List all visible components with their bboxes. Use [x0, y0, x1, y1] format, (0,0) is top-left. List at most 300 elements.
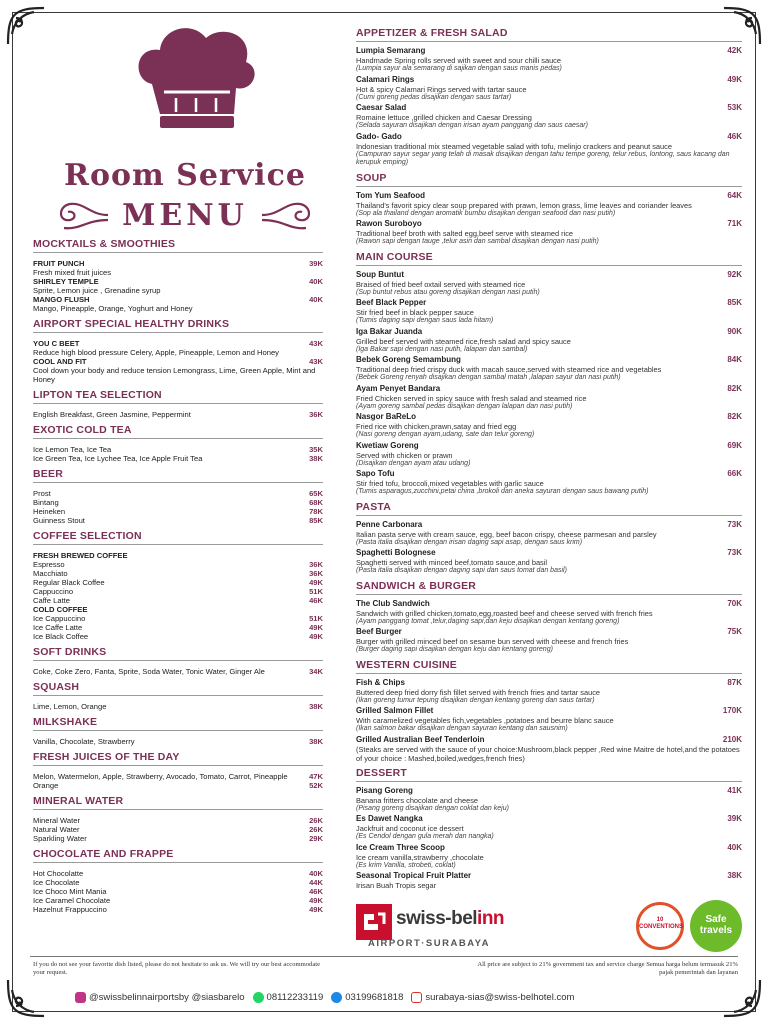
- menu-item[interactable]: [356, 441, 742, 469]
- item-price: 40K: [309, 277, 323, 286]
- item-header: [356, 46, 742, 56]
- menu-item[interactable]: [33, 366, 323, 384]
- item-name: Spaghetti Bolognese: [356, 548, 436, 557]
- item-header: [356, 355, 742, 365]
- item-price: 87K: [727, 677, 742, 687]
- item-name: Natural Water: [33, 825, 80, 834]
- menu-item[interactable]: [356, 191, 742, 219]
- item-price: 26K: [309, 825, 323, 834]
- item-description: (Steaks are served with the sauce of your choice:Mushroom,black pepper ,Red wine Maitre de hotel,and the potatoes of your choice : Mashed,boiled,wedges,french fries): [356, 744, 740, 763]
- phone-icon: [331, 992, 342, 1003]
- item-translation: (Bebek Goreng renyah disajikan dengan sambal matah ,lalapan sayur dan nasi putih): [356, 374, 621, 381]
- item-header: [356, 599, 742, 609]
- section-title: CHOCOLATE AND FRAPPE: [33, 848, 323, 863]
- menu-item[interactable]: [33, 259, 323, 268]
- item-header: [356, 219, 742, 229]
- item-header: [356, 270, 742, 280]
- section-title: SOFT DRINKS: [33, 646, 323, 661]
- item-header: [356, 520, 742, 530]
- item-name: Fish & Chips: [356, 677, 405, 687]
- item-price: 38K: [309, 702, 323, 711]
- item-price: 90K: [727, 326, 742, 336]
- item-translation: (Pasta italia disajikan dengan daging sapi dan saus tomat dan basil): [356, 567, 567, 574]
- phone-contact[interactable]: 0319968181​8: [331, 992, 403, 1003]
- item-name: Orange: [33, 781, 59, 790]
- item-price: 40K: [309, 869, 323, 878]
- item-name: Cool down your body and reduce tension Lemongrass, Lime, Green Apple, Mint and Honey: [33, 366, 316, 384]
- item-price: 66K: [727, 469, 742, 478]
- item-name: Reduce high blood pressure Celery, Apple, Pineapple, Lemon and Honey: [33, 348, 279, 357]
- menu-item[interactable]: [33, 277, 323, 286]
- menu-item[interactable]: [356, 219, 742, 247]
- item-name: Tom Yum Seafood: [356, 190, 426, 200]
- menu-section: [33, 530, 323, 641]
- menu-item[interactable]: [33, 905, 323, 914]
- item-header: [356, 814, 742, 824]
- item-description: Fried Chicken served in spicy sauce with fresh salad and steamed rice: [356, 393, 587, 403]
- item-price: 68K: [309, 498, 323, 507]
- section-title: SQUASH: [33, 681, 323, 696]
- item-name: Ice Caffe Latte: [33, 623, 83, 632]
- menu-section: [33, 795, 323, 843]
- item-description: Burger with grilled minced beef on sesame bun served with cheese and french fries: [356, 637, 629, 646]
- item-price: 38K: [309, 737, 323, 746]
- hotel-location: AIRPORT·SURABAYA: [368, 938, 491, 949]
- item-description: Traditional deep fried crispy duck with macah sauce,served with steamed rice and vegetables: [356, 365, 662, 374]
- item-header: [356, 871, 742, 881]
- item-translation: (Burger daging sapi disajikan dengan keju dan kentang goreng): [356, 646, 553, 653]
- item-translation: (Sop ala thailand dengan aromatik bumbu disajikan dengan seafood dan nasi putih): [356, 209, 616, 217]
- hotel-name: swiss-belinn: [396, 908, 505, 929]
- menu-section: [33, 318, 323, 384]
- section-title: PASTA: [356, 501, 742, 516]
- item-description: Braised of fried beef oxtail served with steamed rice: [356, 279, 526, 289]
- item-price: 39K: [309, 259, 323, 268]
- item-price: 43K: [309, 357, 323, 366]
- item-price: 39K: [727, 814, 742, 823]
- menu-item[interactable]: [356, 103, 742, 131]
- item-translation: (Pisang goreng disajikan dengan coklat dan keju): [356, 804, 509, 812]
- item-name: SHIRLEY TEMPLE: [33, 277, 99, 286]
- section-title: AIRPORT SPECIAL HEALTHY DRINKS: [33, 318, 323, 333]
- item-price: 43K: [309, 339, 323, 348]
- menu-item[interactable]: [356, 627, 742, 655]
- contact-bar: [75, 992, 705, 1003]
- item-header: [356, 678, 742, 688]
- menu-item[interactable]: [356, 355, 742, 383]
- item-price: 41K: [727, 785, 742, 795]
- item-price: 85K: [727, 298, 742, 307]
- menu-item[interactable]: [356, 814, 742, 842]
- page-title: Room Service: [64, 158, 306, 193]
- item-translation: (Rawon sapi dengan tauge ,telur asin dan sambal disajikan dengan nasi putih): [356, 238, 599, 245]
- menu-item[interactable]: [356, 270, 742, 298]
- item-name: Fresh mixed fruit juices: [33, 268, 112, 277]
- menu-item[interactable]: [33, 737, 323, 746]
- item-name: Sprite, Lemon juice , Grenadine syrup: [33, 286, 161, 295]
- menu-section: [33, 848, 323, 914]
- menu-item[interactable]: [33, 614, 323, 623]
- menu-section: [33, 751, 323, 790]
- item-name: Bintang: [33, 498, 59, 507]
- item-name: Ice Caramel Chocolate: [33, 896, 111, 905]
- item-description: Jackfruit and coconut ice dessert: [356, 824, 464, 833]
- item-description: Grilled beef served with steamed rice,fresh salad and spicy sauce: [356, 336, 571, 346]
- item-name: Calamari Rings: [356, 74, 415, 84]
- item-translation: (Campuran sayur segar yang telah di masak disajikan dengan tahu tempe goreng, telur rebus, lontong, saus kacang dan kerupuk emping): [356, 150, 730, 166]
- menu-item[interactable]: [33, 507, 323, 516]
- item-price: 34K: [309, 667, 323, 676]
- section-title: EXOTIC COLD TEA: [33, 424, 323, 439]
- item-header: [356, 298, 742, 308]
- item-name: Melon, Watermelon, Apple, Strawberry, Avocado, Tomato, Carrot, Pineapple: [33, 772, 288, 781]
- menu-section: [356, 251, 742, 497]
- item-price: 69K: [727, 440, 742, 450]
- item-translation: (Selada sayuran disajikan dengan irisan ayam panggang dan saus caesar): [356, 122, 588, 129]
- email-contact[interactable]: surabaya-sias@swiss-belhotel.com: [411, 992, 574, 1003]
- section-title: LIPTON TEA SELECTION: [33, 389, 323, 404]
- footer-note: If you do not see your favorite dish listed, please do not hesitate to ask us. We will try our best accommodate your request.: [33, 961, 321, 976]
- item-header: [356, 469, 742, 479]
- item-name: Seasonal Tropical Fruit Platter: [356, 871, 472, 880]
- item-translation: (Lumpia sayur ala semarang di sajikan dengan saus manis pedas): [356, 65, 562, 72]
- section-title: DESSERT: [356, 767, 742, 782]
- item-description: Hot & spicy Calamari Rings served with tartar sauce: [356, 84, 527, 94]
- item-price: 64K: [727, 190, 742, 200]
- item-translation: (Ikan salmon bakar disajikan dengan sayuran kentang dan sausnim): [356, 725, 568, 732]
- item-description: Traditional beef broth with salted egg,beef serve with steamed rice: [356, 229, 574, 238]
- page-subtitle: MENU: [122, 198, 248, 233]
- item-description: Spaghetti served with minced beef,tomato sauce,and basil: [356, 558, 548, 567]
- menu-item[interactable]: [33, 596, 323, 605]
- item-description: Buttered deep fried dorry fish fillet served with french fries and tartar sauce: [356, 687, 601, 697]
- menu-item[interactable]: [33, 578, 323, 587]
- item-price: 35K: [309, 445, 323, 454]
- item-name: Ice Choco Mint Mania: [33, 887, 107, 896]
- item-price: 49K: [309, 905, 323, 914]
- footer-divider: [30, 956, 738, 957]
- menu-item[interactable]: [33, 560, 323, 569]
- item-name: Penne Carbonara: [356, 519, 423, 529]
- item-header: [356, 384, 742, 394]
- item-name: Ice Lemon Tea, Ice Tea: [33, 445, 112, 454]
- item-price: 42K: [727, 46, 742, 55]
- menu-item[interactable]: [33, 869, 323, 878]
- item-name: Hazelnut Frappuccino: [33, 905, 107, 914]
- item-name: Guinness Stout: [33, 516, 85, 525]
- item-price: 73K: [727, 548, 742, 557]
- menu-item[interactable]: [33, 887, 323, 896]
- menu-item[interactable]: [356, 46, 742, 74]
- item-name: Ice Cream Three Scoop: [356, 842, 445, 852]
- item-price: 70K: [727, 598, 742, 608]
- item-name: Lumpia Semarang: [356, 46, 426, 55]
- menu-section: [356, 27, 742, 168]
- item-translation: (Sup buntut rebus atau goreng disajikan dengan nasi putih): [356, 288, 540, 296]
- item-price: 49K: [309, 896, 323, 905]
- menu-item[interactable]: [356, 599, 742, 627]
- menu-item[interactable]: [33, 825, 323, 834]
- beverage-column: [33, 238, 323, 919]
- menu-section: [33, 716, 323, 746]
- menu-item[interactable]: [33, 781, 323, 790]
- item-header: [356, 103, 742, 113]
- item-translation: (Tumis asparagus,zucchini,petai china ,brokoli dan aneka sayuran dengan saus bawang putih): [356, 488, 649, 495]
- item-name: Sapo Tofu: [356, 469, 395, 478]
- item-name: Lime, Lemon, Orange: [33, 702, 107, 711]
- item-header: [356, 706, 742, 716]
- item-name: Iga Bakar Juanda: [356, 326, 423, 336]
- section-title: MILKSHAKE: [33, 716, 323, 731]
- section-title: MAIN COURSE: [356, 251, 742, 266]
- item-name: Caesar Salad: [356, 103, 407, 112]
- safe-travels-badge: Safe travels: [690, 900, 742, 952]
- tax-note: All price are subject to 21% government tax and service charge Semua harga belum termasuk 21% pajak pemerintah dan layanan: [477, 961, 738, 976]
- menu-item[interactable]: [356, 786, 742, 814]
- item-price: 38K: [309, 454, 323, 463]
- menu-item[interactable]: [356, 871, 742, 890]
- item-header: [356, 548, 742, 558]
- menu-section: [33, 646, 323, 676]
- menu-item[interactable]: [33, 357, 323, 366]
- item-price: 82K: [727, 383, 742, 393]
- menu-item[interactable]: [356, 520, 742, 548]
- menu-item[interactable]: [356, 706, 742, 734]
- item-price: 92K: [727, 269, 742, 279]
- item-name: Hot Chocolatte: [33, 869, 84, 878]
- menu-item[interactable]: [33, 623, 323, 632]
- item-name: Coke, Coke Zero, Fanta, Sprite, Soda Water, Tonic Water, Ginger Ale: [33, 667, 265, 676]
- menu-item[interactable]: [33, 772, 323, 781]
- item-description: Romaine lettuce ,grilled chicken and Caesar Dressing: [356, 113, 532, 122]
- item-price: 40K: [727, 842, 742, 852]
- item-name: Mango, Pineapple, Orange, Yoghurt and Honey: [33, 304, 193, 313]
- instagram-icon: [75, 992, 86, 1003]
- item-name: English Breakfast, Green Jasmine, Peppermint: [33, 410, 191, 419]
- menu-item[interactable]: [33, 816, 323, 825]
- item-price: 210K: [722, 734, 742, 744]
- item-price: 53K: [727, 103, 742, 112]
- section-title: APPETIZER & FRESH SALAD: [356, 27, 742, 42]
- menu-item[interactable]: [356, 548, 742, 576]
- item-name: YOU C BEET: [33, 339, 80, 348]
- menu-item[interactable]: [33, 569, 323, 578]
- item-name: Ice Green Tea, Ice Lychee Tea, Ice Apple Fruit Tea: [33, 454, 203, 463]
- item-description: Ice cream vanilla,strawberry ,chocolate: [356, 852, 484, 862]
- item-price: 47K: [309, 772, 323, 781]
- menu-item[interactable]: [33, 295, 323, 304]
- item-description: Handmade Spring rolls served with sweet and sour chilli sauce: [356, 56, 561, 65]
- menu-item[interactable]: [33, 268, 323, 277]
- item-price: 49K: [309, 623, 323, 632]
- item-description: Thailand's favorit spicy clear soup prepared with prawn, lemon grass, lime leaves and coriander leaves: [356, 200, 692, 210]
- item-price: 65K: [309, 489, 323, 498]
- item-name: Ayam Penyet Bandara: [356, 383, 441, 393]
- menu-item[interactable]: [33, 348, 323, 357]
- menu-section: [33, 681, 323, 711]
- menu-section: [33, 468, 323, 525]
- item-name: Grilled Salmon Fillet: [356, 706, 434, 715]
- menu-section: [33, 389, 323, 419]
- item-description: Fried rice with chicken,prawn,satay and fried egg: [356, 422, 517, 431]
- menu-section: [33, 424, 323, 463]
- menu-header: [40, 22, 330, 232]
- item-name: Beef Burger: [356, 627, 402, 636]
- section-title: SOUP: [356, 172, 742, 187]
- item-translation: (Ikan goreng tumur tepung disajikan dengan kentang goreng dan saus tartar): [356, 696, 595, 704]
- section-title: COFFEE SELECTION: [33, 530, 323, 545]
- item-description: With caramelized vegetables fich,vegetables ,potatoes and beurre blanc sauce: [356, 716, 614, 725]
- item-price: 44K: [309, 878, 323, 887]
- item-name: COOL AND FIT: [33, 357, 87, 366]
- menu-section: [33, 238, 323, 313]
- item-translation: (Disajikan dengan ayam atau udang): [356, 459, 471, 467]
- menu-item[interactable]: [33, 454, 323, 463]
- item-translation: (Iga Bakar sapi dengan nasi putih, lalapan dan sambal): [356, 345, 528, 353]
- menu-item[interactable]: [356, 412, 742, 440]
- award-badge: 10 CONVENTIONS: [636, 902, 684, 950]
- item-price: 46K: [309, 596, 323, 605]
- menu-item[interactable]: [33, 498, 323, 507]
- item-header: [356, 191, 742, 201]
- food-column: [356, 27, 742, 894]
- menu-item[interactable]: [356, 469, 742, 497]
- menu-item[interactable]: [356, 735, 742, 763]
- menu-section: [356, 580, 742, 655]
- item-name: Espresso: [33, 560, 65, 569]
- item-name: Regular Black Coffee: [33, 578, 105, 587]
- item-price: 46K: [309, 887, 323, 896]
- item-name: Rawon Suroboyo: [356, 219, 422, 228]
- item-price: 40K: [309, 295, 323, 304]
- item-header: [356, 327, 742, 337]
- menu-item[interactable]: [33, 834, 323, 843]
- item-description: Sandwich with grilled chicken,tomato,egg,roasted beef and cheese served with french fries: [356, 608, 653, 618]
- menu-item[interactable]: [356, 843, 742, 871]
- menu-item[interactable]: [33, 304, 323, 313]
- menu-item[interactable]: [33, 551, 323, 560]
- menu-item[interactable]: [33, 896, 323, 905]
- item-name: Sparkling Water: [33, 834, 87, 843]
- item-name: Pisang Goreng: [356, 785, 413, 795]
- item-price: 46K: [727, 131, 742, 141]
- item-name: Prost: [33, 489, 51, 498]
- item-price: 84K: [727, 355, 742, 364]
- menu-item[interactable]: [33, 667, 323, 676]
- item-name: The Club Sandwich: [356, 598, 430, 608]
- item-name: Grilled Australian Beef Tenderloin: [356, 734, 485, 744]
- menu-section: [356, 172, 742, 247]
- item-name: Ice Chocolate: [33, 878, 80, 887]
- section-title: MINERAL WATER: [33, 795, 323, 810]
- item-name: Beef Black Pepper: [356, 298, 427, 307]
- item-header: [356, 132, 742, 142]
- section-title: SANDWICH & BURGER: [356, 580, 742, 595]
- item-name: Vanilla, Chocolate, Strawberry: [33, 737, 135, 746]
- item-name: Mineral Water: [33, 816, 80, 825]
- menu-item[interactable]: [33, 587, 323, 596]
- item-price: 73K: [727, 519, 742, 529]
- item-header: [356, 843, 742, 853]
- menu-section: [356, 659, 742, 763]
- item-header: [356, 627, 742, 637]
- menu-item[interactable]: [33, 410, 323, 419]
- menu-item[interactable]: [356, 75, 742, 103]
- item-description: Irisan Buah Tropis segar: [356, 881, 437, 890]
- item-name: Kwetiaw Goreng: [356, 440, 419, 450]
- menu-item[interactable]: [33, 339, 323, 348]
- menu-item[interactable]: [33, 702, 323, 711]
- item-name: Ice Black Coffee: [33, 632, 89, 641]
- item-description: Stir fried tofu, broccoli,mixed vegetables with garlic sauce: [356, 479, 544, 488]
- item-translation: (Es Cendol dengan gula merah dan nangka): [356, 833, 494, 840]
- item-price: 29K: [309, 834, 323, 843]
- item-name: Bebek Goreng Semambung: [356, 355, 461, 364]
- menu-item[interactable]: [356, 327, 742, 355]
- item-name: FRESH BREWED COFFEE: [33, 551, 128, 560]
- item-name: Heineken: [33, 507, 66, 516]
- menu-item[interactable]: [33, 489, 323, 498]
- item-translation: (Tumis daging sapi dengan saus lada hitam): [356, 317, 494, 324]
- item-translation: (Pasta italia disajikan dengan irisan daging sapi asap, dengan saus krim): [356, 538, 583, 546]
- menu-item[interactable]: [356, 678, 742, 706]
- item-price: 78K: [309, 507, 323, 516]
- item-header: [356, 786, 742, 796]
- section-title: MOCKTAILS & SMOOTHIES: [33, 238, 323, 253]
- item-name: Macchiato: [33, 569, 68, 578]
- item-price: 49K: [309, 578, 323, 587]
- menu-section: [356, 767, 742, 891]
- menu-item[interactable]: [33, 286, 323, 295]
- item-description: Stir fried beef in black pepper sauce: [356, 308, 474, 317]
- item-name: Gado- Gado: [356, 131, 402, 141]
- item-price: 52K: [309, 781, 323, 790]
- menu-item[interactable]: [356, 132, 742, 168]
- item-description: Indonesian traditional mix steamed vegetable salad with tofu, melinjo crackers and peanut sauce: [356, 141, 672, 151]
- item-name: Cappuccino: [33, 587, 74, 596]
- menu-item[interactable]: [356, 298, 742, 326]
- chef-hat-icon: [130, 22, 260, 132]
- instagram-contact[interactable]: @swissbelinnairportsby @siasbarelo: [75, 992, 245, 1003]
- item-price: 36K: [309, 560, 323, 569]
- menu-item[interactable]: [33, 878, 323, 887]
- menu-item[interactable]: [33, 516, 323, 525]
- item-header: [356, 75, 742, 85]
- item-translation: (Ayam goreng sambal pedas disajikan dengan lalapan dan nasi putih): [356, 402, 573, 410]
- whatsapp-contact[interactable]: 08112233119: [253, 992, 324, 1003]
- item-translation: (Ayam panggang tomat ,telur,daging sapi,dan keju disajikan dengan kentang goreng): [356, 617, 620, 625]
- menu-item[interactable]: [33, 632, 323, 641]
- hotel-logo: [356, 902, 526, 956]
- item-translation: (Cumi goreng pedas disajikan dengan saus tartar): [356, 93, 512, 101]
- section-title: BEER: [33, 468, 323, 483]
- item-price: 170K: [722, 706, 742, 715]
- item-description: Banana fritters chocolate and cheese: [356, 795, 479, 805]
- item-price: 36K: [309, 410, 323, 419]
- item-name: FRUIT PUNCH: [33, 259, 85, 268]
- whatsapp-icon: [253, 992, 264, 1003]
- item-description: Served with chicken or prawn: [356, 450, 453, 460]
- item-price: 85K: [309, 516, 323, 525]
- swirl-ornament-icon: [260, 198, 330, 232]
- menu-item[interactable]: [33, 605, 323, 614]
- section-title: FRESH JUICES OF THE DAY: [33, 751, 323, 766]
- menu-item[interactable]: [356, 384, 742, 412]
- item-price: 49K: [727, 74, 742, 84]
- menu-item[interactable]: [33, 445, 323, 454]
- item-name: Es Dawet Nangka: [356, 814, 423, 823]
- item-header: [356, 441, 742, 451]
